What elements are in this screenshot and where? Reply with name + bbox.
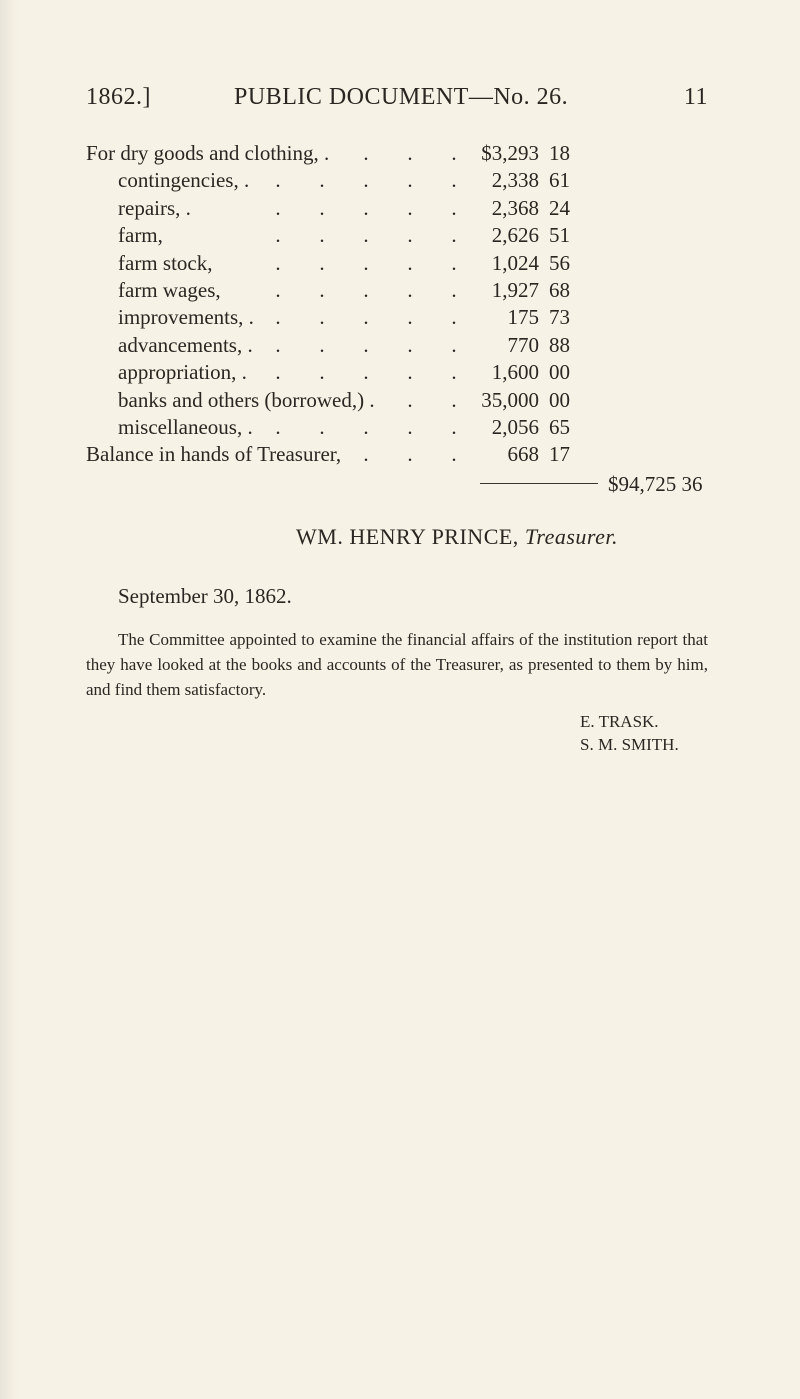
ledger-row — [0, 387, 800, 414]
total-rule — [480, 483, 598, 484]
leader-dot: . — [451, 305, 457, 330]
ledger-row-cents: 51 — [549, 223, 570, 248]
ledger-total-row — [0, 469, 800, 499]
leader-dot: . — [407, 360, 413, 385]
header-year: 1862.] — [86, 84, 151, 110]
leader-dot: . — [275, 195, 281, 220]
ledger-row-dollars: 2,368 — [491, 195, 539, 220]
ledger-row — [0, 250, 800, 277]
leader-dot: . — [407, 414, 413, 439]
leader-dot: . — [319, 168, 325, 193]
leader-dot: . — [275, 168, 281, 193]
ledger-row-cents: 17 — [549, 442, 570, 467]
header-title: PUBLIC DOCUMENT—No. 26. — [234, 84, 569, 110]
signer-1: E. TRASK. — [580, 712, 659, 731]
leader-dot: . — [407, 250, 413, 275]
committee-statement — [86, 627, 708, 702]
ledger-row-dollars: 35,000 — [481, 387, 539, 412]
leader-dot: . — [319, 250, 325, 275]
leader-dot: . — [319, 414, 325, 439]
ledger-row-dollars: 1,600 — [491, 360, 539, 385]
leader-dot: . — [407, 168, 413, 193]
leader-dot: . — [363, 141, 369, 165]
ledger-row-dollars: 175 — [507, 305, 539, 330]
signer-2: S. M. SMITH. — [580, 735, 679, 754]
ledger-row-dollars: 668 — [507, 442, 539, 467]
leader-dot: . — [363, 223, 369, 248]
leader-dot: . — [363, 332, 369, 357]
ledger-row-cents: 73 — [549, 305, 570, 330]
leader-dot: . — [319, 277, 325, 302]
leader-dot: . — [451, 195, 457, 220]
leader-dot: . — [407, 332, 413, 357]
leader-dot: . — [407, 195, 413, 220]
expenditure-ledger — [0, 140, 800, 469]
committee-signers — [580, 710, 679, 756]
leader-dot: . — [319, 332, 325, 357]
ledger-row-dollars: 2,626 — [491, 223, 539, 248]
ledger-row-cents: 88 — [549, 332, 570, 357]
leader-dot: . — [407, 442, 413, 467]
leader-dot: . — [275, 250, 281, 275]
ledger-row-cents: 00 — [549, 360, 570, 385]
ledger-row-label: banks and others (borrowed,) . — [118, 387, 375, 412]
ledger-row-dollars: $3,293 — [481, 141, 539, 165]
ledger-row — [0, 167, 800, 194]
ledger-row-label: farm wages, — [118, 277, 221, 302]
ledger-row-cents: 61 — [549, 168, 570, 193]
ledger-row-label: improvements, . — [118, 305, 254, 330]
leader-dot: . — [319, 360, 325, 385]
ledger-row — [0, 277, 800, 304]
ledger-row — [0, 414, 800, 441]
leader-dot: . — [363, 305, 369, 330]
leader-dot: . — [275, 360, 281, 385]
leader-dot: . — [275, 414, 281, 439]
ledger-row-dollars: 770 — [507, 332, 539, 357]
page-number: 11 — [683, 84, 708, 110]
leader-dot: . — [451, 360, 457, 385]
leader-dot: . — [451, 141, 457, 165]
ledger-row-label: advancements, . — [118, 332, 253, 357]
ledger-row — [0, 441, 800, 468]
treasurer-signature — [296, 524, 618, 550]
ledger-row-dollars: 2,338 — [491, 168, 539, 193]
leader-dot: . — [451, 442, 457, 467]
leader-dot: . — [363, 195, 369, 220]
ledger-row-label: Balance in hands of Treasurer, — [86, 442, 342, 467]
ledger-row — [0, 359, 800, 386]
leader-dot: . — [407, 277, 413, 302]
leader-dot: . — [319, 305, 325, 330]
leader-dot: . — [407, 305, 413, 330]
ledger-row-cents: 65 — [549, 414, 570, 439]
leader-dot: . — [407, 141, 413, 165]
leader-dot: . — [451, 387, 457, 412]
leader-dot: . — [407, 387, 413, 412]
ledger-row — [0, 140, 800, 167]
ledger-row-dollars: 1,927 — [491, 277, 539, 302]
report-date: September 30, 1862. — [118, 584, 292, 608]
treasurer-role: Treasurer. — [524, 524, 619, 549]
ledger-row-label: miscellaneous, . — [118, 414, 253, 439]
leader-dot: . — [275, 332, 281, 357]
treasurer-name: WM. HENRY PRINCE, — [296, 524, 519, 549]
leader-dot: . — [275, 277, 281, 302]
leader-dot: . — [363, 414, 369, 439]
ledger-row-label: farm, — [118, 223, 163, 248]
leader-dot: . — [451, 250, 457, 275]
committee-paragraph: The Committee appointed to examine the financial affairs of the institution report that they have looked at the books and accounts of the Treasurer, as presented to them by him, and find them satisfactory. — [86, 630, 708, 699]
ledger-row — [0, 332, 800, 359]
leader-dot: . — [407, 223, 413, 248]
leader-dot: . — [363, 277, 369, 302]
leader-dot: . — [451, 168, 457, 193]
leader-dot: . — [275, 223, 281, 248]
ledger-row-dollars: 2,056 — [491, 414, 539, 439]
leader-dot: . — [319, 195, 325, 220]
leader-dot: . — [451, 414, 457, 439]
ledger-row — [0, 304, 800, 331]
ledger-row-label: repairs, . — [118, 195, 191, 220]
leader-dot: . — [363, 360, 369, 385]
ledger-row-dollars: 1,024 — [491, 250, 539, 275]
leader-dot: . — [363, 442, 369, 467]
ledger-row-label: appropriation, . — [118, 360, 247, 385]
ledger-row-label: contingencies, . — [118, 168, 250, 193]
ledger-row-cents: 68 — [549, 277, 570, 302]
ledger-row-cents: 56 — [549, 250, 570, 275]
leader-dot: . — [363, 168, 369, 193]
leader-dot: . — [319, 223, 325, 248]
ledger-row-label: For dry goods and clothing, . — [86, 141, 330, 165]
ledger-row-label: farm stock, — [118, 250, 213, 275]
leader-dot: . — [451, 223, 457, 248]
ledger-total: $94,725 36 — [608, 472, 703, 496]
ledger-row — [0, 222, 800, 249]
ledger-row-cents: 18 — [549, 141, 570, 165]
leader-dot: . — [451, 332, 457, 357]
ledger-row-cents: 00 — [549, 387, 570, 412]
ledger-row — [0, 195, 800, 222]
leader-dot: . — [275, 305, 281, 330]
ledger-row-cents: 24 — [549, 195, 570, 220]
running-header — [86, 84, 708, 118]
leader-dot: . — [363, 250, 369, 275]
leader-dot: . — [451, 277, 457, 302]
